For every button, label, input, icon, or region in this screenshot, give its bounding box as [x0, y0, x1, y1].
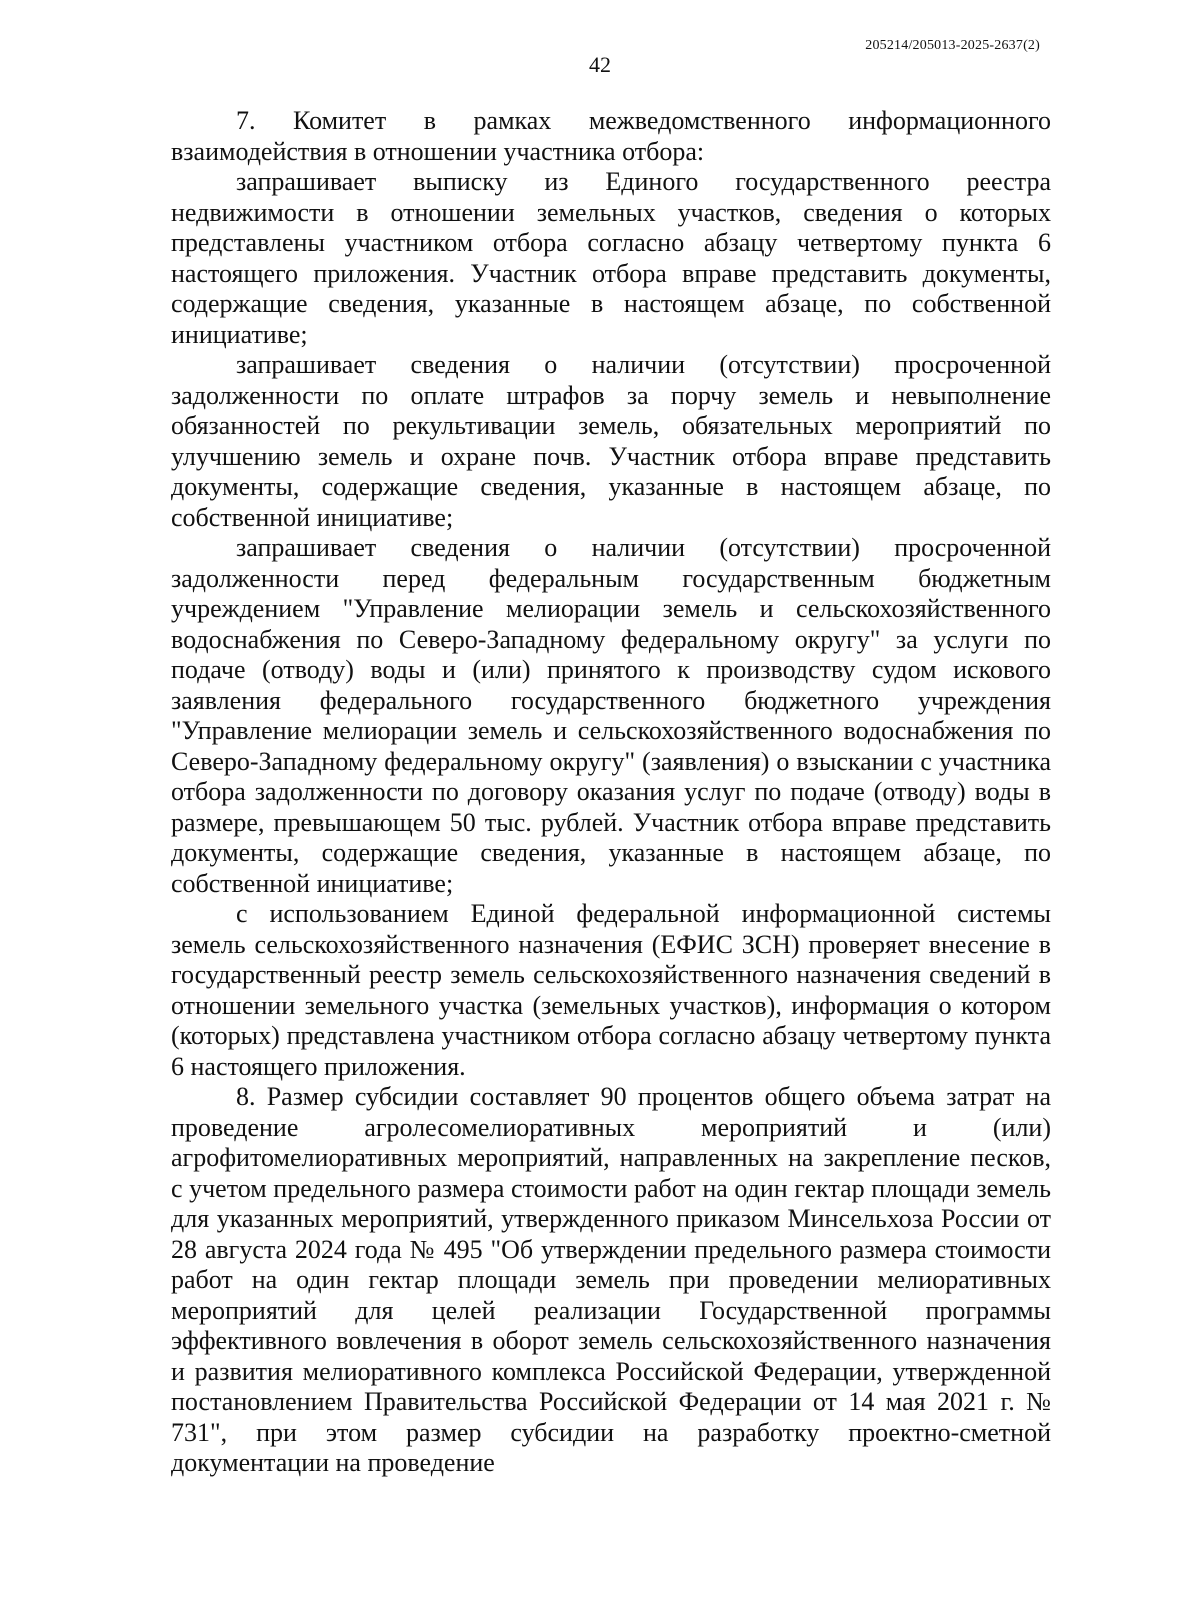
paragraph-fines-request: запрашивает сведения о наличии (отсутствии) просроченной задолженности по оплате штрафов за порчу земель и невыполнение обязанностей по рекультивации земель, обязательных мероприятий по улучшению земель и охране почв. Участник отбора вправе представить документы, содержащие сведения, указанные в настоящем абзаце, по собственной инициативе; [171, 350, 1051, 532]
paragraph-8-subsidy-size: 8. Размер субсидии составляет 90 процентов общего объема затрат на проведение агролесомелиоративных мероприятий и (или) агрофитомелиоративных мероприятий, направленных на закрепление песков, с учетом предельного размера стоимости работ на один гектар площади земель для указанных мероприятий, утвержденного приказом Минсельхоза России от 28 августа 2024 года № 495 "Об утверждении предельного размера стоимости работ на один гектар площади земель при проведении мелиоративных мероприятий для целей реализации Государственной программы эффективного вовлечения в оборот земель сельскохозяйственного назначения и развития мелиоративного комплекса Российской Федерации, утвержденной постановлением Правительства Российской Федерации от 14 мая 2021 г. № 731", при этом размер субсидии на разработку проектно-сметной документации на проведение [171, 1082, 1051, 1477]
paragraph-melioration-debt-request: запрашивает сведения о наличии (отсутствии) просроченной задолженности перед федеральным государственным бюджетным учреждением "Управление мелиорации земель и сельскохозяйственного водоснабжения по Северо-Западному федеральному округу" за услуги по подаче (отводу) воды и (или) принятого к производству судом искового заявления федерального государственного бюджетного учреждения "Управление мелиорации земель и сельскохозяйственного водоснабжения по Северо-Западному федеральному округу" (заявления) о взыскании с участника отбора задолженности по договору оказания услуг по подаче (отводу) воды в размере, превышающем 50 тыс. рублей. Участник отбора вправе представить документы, содержащие сведения, указанные в настоящем абзаце, по собственной инициативе; [171, 533, 1051, 898]
page-number: 42 [589, 52, 611, 77]
document-body [171, 106, 1051, 1479]
document-id: 205214/205013-2025-2637(2) [865, 38, 1040, 53]
paragraph-efis-check: с использованием Единой федеральной информационной системы земель сельскохозяйственного назначения (ЕФИС ЗСН) проверяет внесение в государственный реестр земель сельскохозяйственного назначения сведений в отношении земельного участка (земельных участков), информация о котором (которых) представлена участником отбора согласно абзацу четвертому пункта 6 настоящего приложения. [171, 899, 1051, 1081]
paragraph-7-intro: 7. Комитет в рамках межведомственного информационного взаимодействия в отношении участника отбора: [171, 106, 1051, 166]
paragraph-egrn-request: запрашивает выписку из Единого государственного реестра недвижимости в отношении земельных участков, сведения о которых представлены участником отбора согласно абзацу четвертому пункта 6 настоящего приложения. Участник отбора вправе представить документы, содержащие сведения, указанные в настоящем абзаце, по собственной инициативе; [171, 167, 1051, 349]
